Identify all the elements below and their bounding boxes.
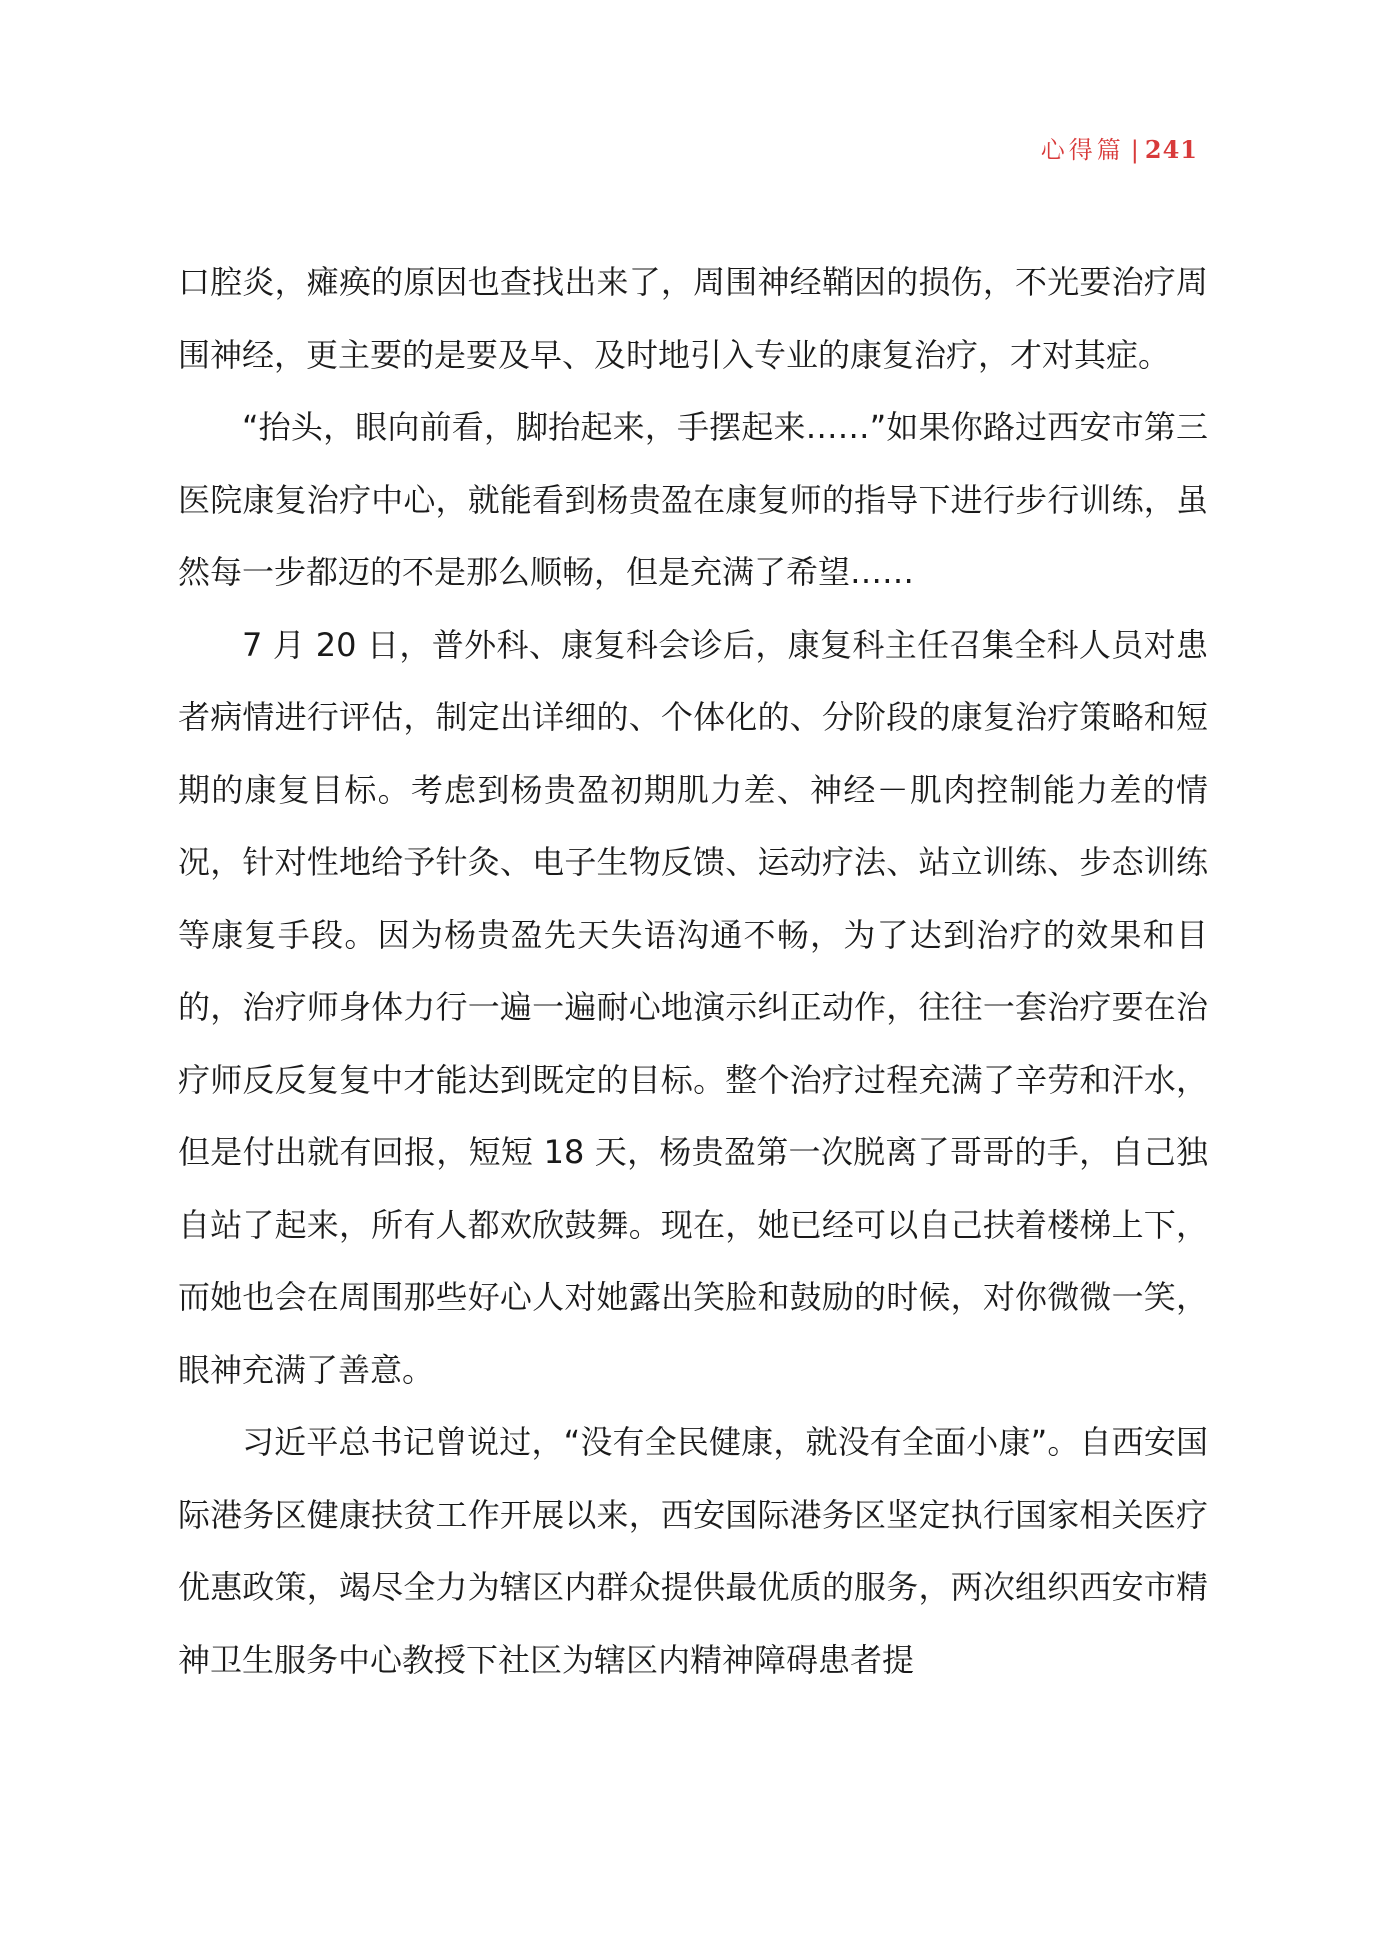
paragraph-rehab-plan: 7 月 20 日，普外科、康复科会诊后，康复科主任召集全科人员对患者病情进行评估，制定出详细的、个体化的、分阶段的康复治疗策略和短期的康复目标。考虑到杨贵盈初期肌力差、神经－肌肉控制能力差的情况，针对性地给予针灸、电子生物反馈、运动疗法、站立训练、步态训练等康复手段。因为杨贵盈先天失语沟通不畅，为了达到治疗的效果和目的，治疗师身体力行一遍一遍耐心地演示纠正动作，往往一套治疗要在治疗师反反复复中才能达到既定的目标。整个治疗过程充满了辛劳和汗水，但是付出就有回报，短短 18 天，杨贵盈第一次脱离了哥哥的手，自己独自站了起来，所有人都欢欣鼓舞。现在，她已经可以自己扶着楼梯上下，而她也会在周围那些好心人对她露出笑脸和鼓励的时候，对你微微一笑，眼神充满了善意。 — [178, 625, 1208, 1389]
paragraph-walking-training: “抬头，眼向前看，脚抬起来，手摆起来……”如果你路过西安市第三医院康复治疗中心，就能看到杨贵盈在康复师的指导下进行步行训练，虽然每一步都迈的不是那么顺畅，但是充满了希望…… — [178, 408, 1208, 591]
body-text — [178, 246, 1208, 1696]
paragraph-continued: 口腔炎，瘫痪的原因也查找出来了，周围神经鞘因的损伤，不光要治疗周围神经，更主要的是要及早、及时地引入专业的康复治疗，才对其症。 — [178, 263, 1208, 374]
paragraph-health-poverty-relief: 习近平总书记曾说过，“没有全民健康，就没有全面小康”。自西安国际港务区健康扶贫工作开展以来，西安国际港务区坚定执行国家相关医疗优惠政策，竭尽全力为辖区内群众提供最优质的服务，两次组织西安市精神卫生服务中心教授下社区为辖区内精神障碍患者提 — [178, 1423, 1208, 1679]
page-number: 241 — [1144, 135, 1198, 164]
running-header — [1041, 130, 1198, 165]
section-title: 心得篇 — [1040, 136, 1125, 164]
header-separator: | — [1130, 136, 1139, 164]
